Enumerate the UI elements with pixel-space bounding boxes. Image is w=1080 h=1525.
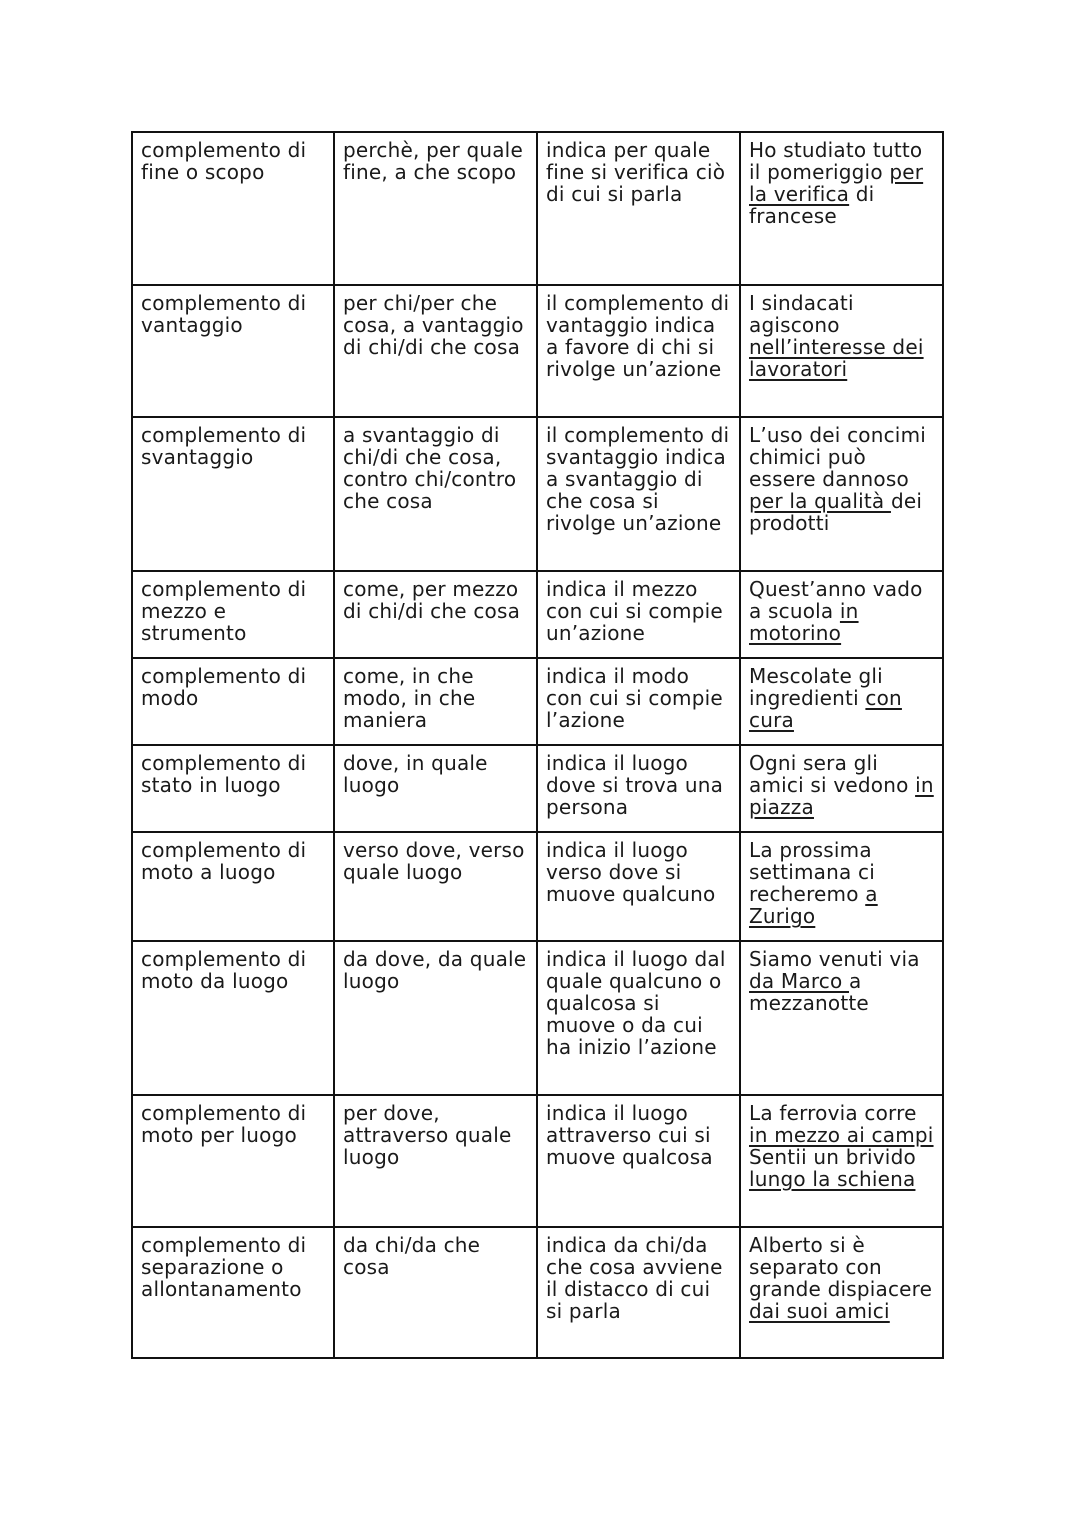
question-cell: da dove, da quale luogo [334,941,537,1095]
table-row [132,745,943,832]
table-row [132,132,943,285]
example-text: a mezzanotte [749,969,869,1015]
example-cell [740,417,943,571]
meaning-cell: indica per quale fine si verifica ciò di cui si parla [537,132,740,285]
complement-cell: complemento di moto per luogo [132,1095,334,1227]
meaning-cell: indica da chi/da che cosa avviene il distacco di cui si parla [537,1227,740,1358]
complement-cell: complemento di mezzo e strumento [132,571,334,658]
example-underlined-text: in piazza [749,773,934,819]
table-row [132,1227,943,1358]
example-text: I sindacati agiscono [749,291,854,337]
table-body [132,132,943,1358]
example-cell [740,1095,943,1227]
question-cell: a svantaggio di chi/di che cosa, contro chi/contro che cosa [334,417,537,571]
example-cell [740,285,943,417]
example-underlined-text: in mezzo ai campi [749,1123,934,1147]
example-cell [740,832,943,941]
example-underlined-text: con cura [749,686,902,732]
example-underlined-text: a Zurigo [749,882,878,928]
table-row [132,571,943,658]
example-cell [740,571,943,658]
table-row [132,658,943,745]
example-text: L’uso dei concimi chimici può essere dannoso [749,423,927,491]
complement-cell: complemento di fine o scopo [132,132,334,285]
complement-cell: complemento di vantaggio [132,285,334,417]
question-cell: come, per mezzo di chi/di che cosa [334,571,537,658]
table-row [132,1095,943,1227]
meaning-cell: il complemento di vantaggio indica a favore di chi si rivolge un’azione [537,285,740,417]
example-text: di francese [749,182,875,228]
example-underlined-text: lungo la schiena [749,1167,916,1191]
example-text: Mescolate gli ingredienti [749,664,883,710]
example-underlined-text: nell’interesse dei lavoratori [749,335,924,381]
meaning-cell: indica il mezzo con cui si compie un’azione [537,571,740,658]
example-text: Siamo venuti via [749,947,920,971]
example-cell [740,745,943,832]
table-row [132,832,943,941]
example-cell [740,132,943,285]
example-cell [740,941,943,1095]
example-cell [740,1227,943,1358]
example-text: La ferrovia corre [749,1101,917,1125]
example-underlined-text: in motorino [749,599,859,645]
table-row [132,417,943,571]
meaning-cell: indica il modo con cui si compie l’azione [537,658,740,745]
example-text: dei prodotti [749,489,923,535]
question-cell: verso dove, verso quale luogo [334,832,537,941]
question-cell: perchè, per quale fine, a che scopo [334,132,537,285]
table-row [132,941,943,1095]
complement-cell: complemento di svantaggio [132,417,334,571]
example-underlined-text: per la verifica [749,160,924,206]
meaning-cell: indica il luogo dove si trova una persona [537,745,740,832]
example-text: Ogni sera gli amici si vedono [749,751,916,797]
question-cell: per chi/per che cosa, a vantaggio di chi/di che cosa [334,285,537,417]
complement-cell: complemento di modo [132,658,334,745]
example-underlined-text: dai suoi amici [749,1299,890,1323]
example-text: Quest’anno vado a scuola [749,577,923,623]
complement-cell: complemento di separazione o allontanamento [132,1227,334,1358]
question-cell: da chi/da che cosa [334,1227,537,1358]
example-text: Sentii un brivido [749,1145,916,1169]
example-text: Alberto si è separato con grande dispiacere [749,1233,933,1301]
table-row [132,285,943,417]
example-cell [740,658,943,745]
complement-cell: complemento di moto da luogo [132,941,334,1095]
meaning-cell: indica il luogo verso dove si muove qualcuno [537,832,740,941]
meaning-cell: indica il luogo dal quale qualcuno o qualcosa si muove o da cui ha inizio l’azione [537,941,740,1095]
meaning-cell: il complemento di svantaggio indica a svantaggio di che cosa si rivolge un’azione [537,417,740,571]
question-cell: dove, in quale luogo [334,745,537,832]
example-text: La prossima settimana ci recheremo [749,838,875,906]
example-underlined-text: da Marco [749,969,849,993]
meaning-cell: indica il luogo attraverso cui si muove qualcosa [537,1095,740,1227]
complement-cell: complemento di moto a luogo [132,832,334,941]
example-text: Ho studiato tutto il pomeriggio [749,138,923,184]
question-cell: per dove, attraverso quale luogo [334,1095,537,1227]
complement-cell: complemento di stato in luogo [132,745,334,832]
complements-table [131,131,944,1359]
question-cell: come, in che modo, in che maniera [334,658,537,745]
example-underlined-text: per la qualità [749,489,891,513]
